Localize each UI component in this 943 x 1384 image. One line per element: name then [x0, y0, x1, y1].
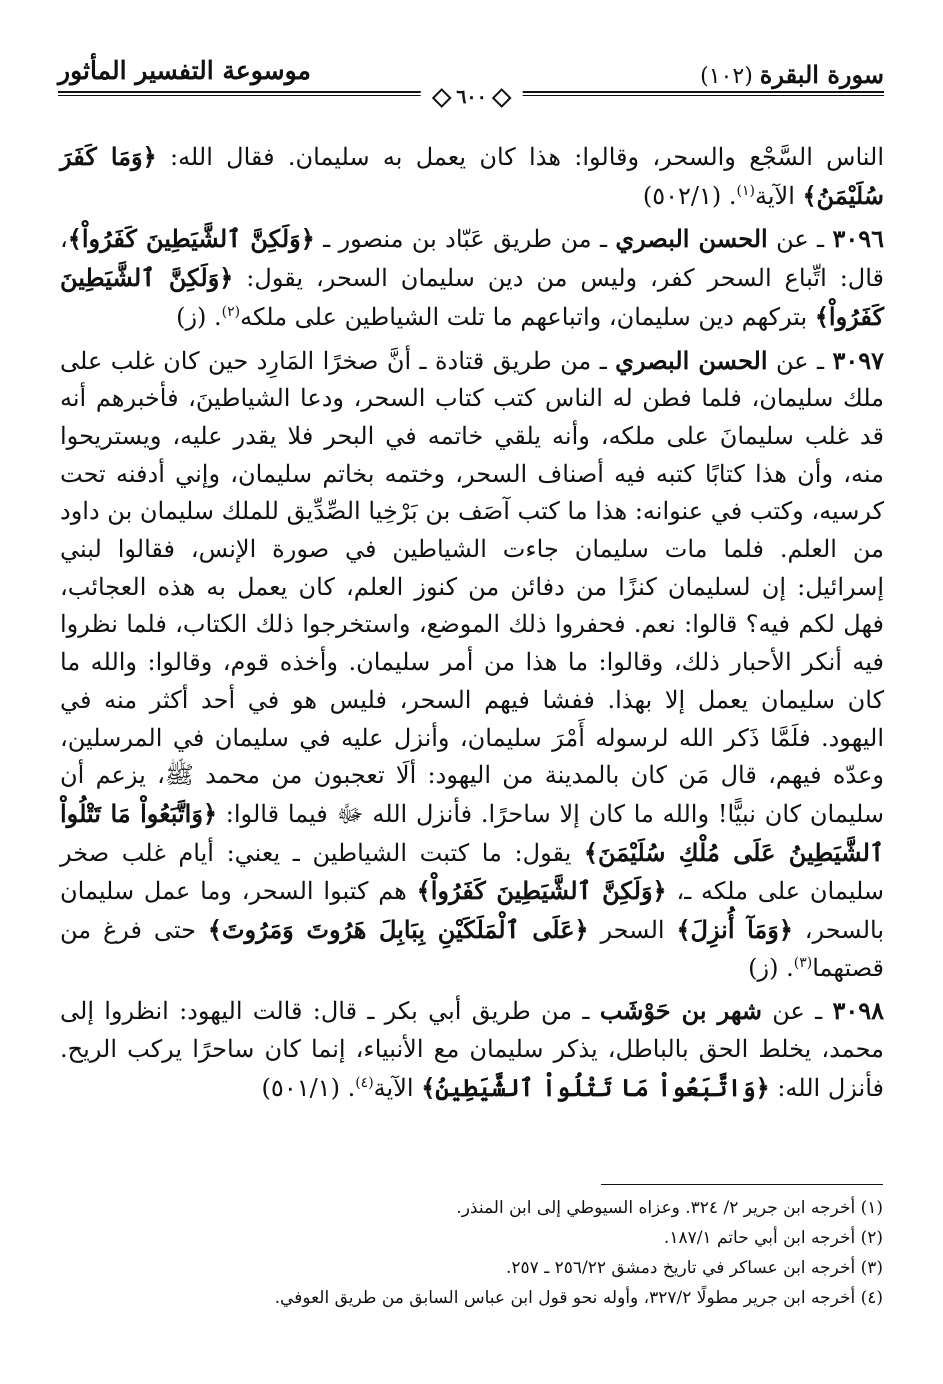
quran-quote: ﴿وَلَكِنَّ ٱلشَّيَطِينَ كَفَرُواْ﴾ [67, 224, 315, 254]
footnotes [59, 1193, 883, 1313]
hadith-number: ٣٠٩٦ [832, 224, 884, 254]
text-run: بتركهم دين سليمان، واتباعهم ما تلت الشياطين على ملكه [240, 302, 815, 331]
text-run: . (٥٠١/١) [261, 1073, 356, 1102]
narrator-name: شهر بن حَوْشَب [599, 996, 762, 1026]
footnote-separator [601, 1184, 883, 1185]
text-run: هم كتبوا السحر، وما عمل سليمان بالسحر، [60, 877, 884, 945]
text-run: الآية [754, 181, 803, 210]
text-run: حتى فرغ من قصتهما [60, 916, 884, 982]
footnote-4: (٤) أخرجه ابن جرير مطولًا ٣٢٧/٢، وأوله نحو قول ابن عباس السابق من طريق العوفي. [274, 1288, 883, 1308]
text-run: ـ من طريق قتادة ـ أنَّ صخرًا المَارِد حين كان غلب على ملك سليمان، فلما فطن له الناس كتب كتاب السحر، ودعا الشياطينَ، فأخبرهم أنه قد غلب سليمانَ على ملكه، وأنه يلقي خاتمه في البحر فلا يقدر عليه، ويستريحوا منه، وأن هذا كتابًا كتبه فيه أصناف السحر، وختمه بخاتم سليمان، وإني أدفنه تحت كرسيه، وكتب في عنوانه: هذا ما كتب آصَف بن بَرْخِيا الصِّدِّيق للملك سليمان بن داود من العلم. فلما مات سليمان جاءت الشياطين في صورة الإنس، فقالوا لبني إسرائيل: إن لسليمان كنزًا من دفائن من كنوز العلم، كان يعمل به هذه العجائب، فهل لكم فيه؟ قالوا: نعم. فحفروا ذلك الموضع، واستخرجوا ذلك الكتاب، فلما نظروا فيه أنكر الأحبار ذلك، وقالوا: ما هذا من أمر سليمان. وأخذه قوم، وقالوا: والله ما كان سليمان يعمل إلا بهذا. ففشا فيهم السحر، فليس هو في أحد أكثر منه في اليهود. فلَمَّا ذَكر الله لرسوله أَمْرَ سليمان، وأنزل عليه في سليمان في المرسلين، وعدّه فيهم، قال مَن كان بالمدينة من اليهود: ألَا تعجبون من محمد ﷺ، يزعم أن سليمان كان نبيًّا! والله ما كان إلا ساحرًا. فأنزل الله ﷻ فيما قالوا: [60, 346, 885, 828]
paragraph [60, 342, 884, 988]
quran-quote: ﴿وَمَا كَفَرَ سُلَيْمَنُ﴾ [60, 142, 884, 210]
text-run: الناس السَّجْع والسحر، وقالوا: هذا كان يعمل به سليمان. فقال الله: [156, 143, 885, 171]
paragraph [60, 220, 884, 336]
text-run: . (ز) [176, 302, 222, 331]
quran-quote: ﴿وَاتَّبَعُواْ مَا تَتْلُواْ ٱلشَّيَطِينُ عَلَى مُلْكِ سُلَيْمَنَ﴾ [60, 798, 885, 867]
quran-quote: ﴿وَلَكِنَّ ٱلشَّيَطِينَ كَفَرُواْ﴾ [60, 263, 884, 331]
text-run: السحر [588, 916, 677, 945]
footnote-ref: (١) [736, 182, 755, 199]
text-run: . (ز) [748, 953, 794, 982]
ornament-icon [492, 88, 512, 108]
hadith-number: ٣٠٩٧ [832, 345, 885, 375]
text-run: الآية [373, 1073, 422, 1102]
text-run: يقول: ما كتبت الشياطين ـ يعني: أيام غلب صخر سليمان على ملكه ـ، [60, 838, 884, 906]
page-number [420, 86, 523, 108]
main-text [60, 138, 884, 1108]
footnote-ref: (٣) [793, 954, 813, 971]
text-run: ـ عن [767, 346, 833, 375]
footnote-1: (١) أخرجه ابن جرير ٢/ ٣٢٤. وعزاه السيوطي إلى ابن المنذر. [456, 1198, 883, 1218]
quran-quote: ﴿وَمَآ أُنزِلَ﴾ [676, 915, 793, 945]
footnote-2: (٢) أخرجه ابن أبي حاتم ١٨٧/١. [663, 1228, 883, 1248]
quran-quote: ﴿عَلَى ٱلْمَلَكَيْنِ بِبَابِلَ هَرُوتَ وَمَرُوتَ﴾ [207, 915, 589, 945]
footnote-3: (٣) أخرجه ابن عساكر في تاريخ دمشق ٢٥٦/٢٢ ـ ٢٥٧. [506, 1258, 883, 1278]
narrator-name: الحسن البصري [615, 345, 768, 375]
text-run: ـ من طريق عَبّاد بن منصور ـ [314, 225, 616, 254]
footnote-ref: (٤) [355, 1074, 374, 1091]
book-title: موسوعة التفسير المأثور [58, 56, 311, 85]
text-run: ـ من طريق أبي بكر ـ قال: قالت اليهود: انظروا إلى محمد، يخلط الحق بالباطل، يذكر سليمان مع الأنبياء، إنما كان ساحرًا يركب الريح. فأنزل الله: [60, 997, 884, 1102]
footnote-ref: (٢) [221, 303, 241, 320]
narrator-name: الحسن البصري [615, 224, 768, 254]
paragraph [60, 138, 884, 215]
hadith-number: ٣٠٩٨ [832, 996, 885, 1026]
text-run: ـ عن [762, 997, 833, 1026]
page-number-text: ٦٠٠ [456, 86, 487, 108]
quran-quote: ﴿وَلَكِنَّ ٱلشَّيَطِينَ كَفَرُواْ﴾ [416, 876, 667, 906]
paragraph [60, 992, 884, 1107]
quran-quote: ﴿وَاتَّبَعُواْ مَا تَتْلُواْ ٱلشَّيَطِينُ﴾ [421, 1072, 770, 1102]
ornament-icon [431, 88, 451, 108]
text-run: ـ عن [767, 225, 833, 254]
surah-name: سورة البقرة [759, 60, 884, 89]
ayah-number: (١٠٢) [700, 64, 753, 89]
surah-title [700, 60, 884, 89]
text-run: . (٥٠٢/١) [642, 181, 737, 210]
text-run: ، قال: اتِّباع السحر كفر، وليس من دين سليمان السحر، يقول: [60, 225, 884, 293]
